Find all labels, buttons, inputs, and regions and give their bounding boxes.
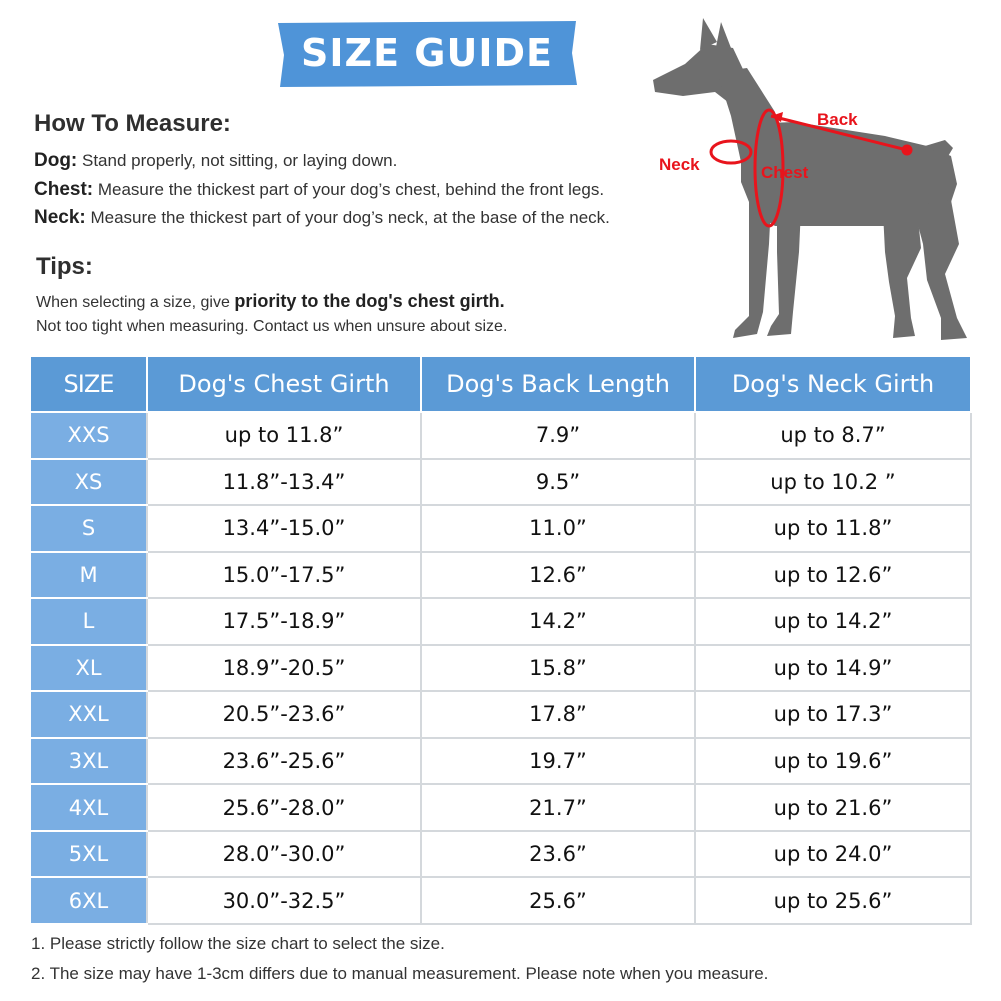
measure-neck-label: Neck: xyxy=(34,207,86,228)
measure-neck-line xyxy=(34,207,610,229)
size-cell: 4XL xyxy=(31,784,147,831)
dog-silhouette-icon xyxy=(653,18,967,340)
table-row xyxy=(31,831,971,878)
header-chest-girth: Dog's Chest Girth xyxy=(147,357,421,412)
back-length-cell: 23.6” xyxy=(421,831,695,878)
neck-girth-cell: up to 21.6” xyxy=(695,784,971,831)
size-cell: M xyxy=(31,552,147,599)
back-length-cell: 17.8” xyxy=(421,691,695,738)
tips-line-1 xyxy=(36,291,505,312)
chest-girth-cell: 13.4”-15.0” xyxy=(147,505,421,552)
table-row xyxy=(31,598,971,645)
tips-line-2: Not too tight when measuring. Contact us when unsure about size. xyxy=(36,318,508,335)
back-length-cell: 21.7” xyxy=(421,784,695,831)
measure-dog-label: Dog: xyxy=(34,150,78,171)
table-row xyxy=(31,645,971,692)
size-cell: XXL xyxy=(31,691,147,738)
note-2: 2. The size may have 1-3cm differs due to manual measurement. Please note when you measure. xyxy=(31,964,769,983)
chest-girth-cell: up to 11.8” xyxy=(147,412,421,459)
neck-girth-cell: up to 10.2 ” xyxy=(695,459,971,506)
back-length-cell: 15.8” xyxy=(421,645,695,692)
neck-girth-cell: up to 8.7” xyxy=(695,412,971,459)
neck-girth-cell: up to 24.0” xyxy=(695,831,971,878)
table-row xyxy=(31,552,971,599)
size-cell: XXS xyxy=(31,412,147,459)
back-length-cell: 14.2” xyxy=(421,598,695,645)
chest-girth-cell: 17.5”-18.9” xyxy=(147,598,421,645)
chest-girth-cell: 15.0”-17.5” xyxy=(147,552,421,599)
header-size: SIZE xyxy=(31,357,147,412)
table-row xyxy=(31,691,971,738)
header-neck-girth: Dog's Neck Girth xyxy=(695,357,971,412)
table-row xyxy=(31,412,971,459)
size-cell: L xyxy=(31,598,147,645)
size-guide-banner xyxy=(272,17,582,89)
back-length-cell: 11.0” xyxy=(421,505,695,552)
table-row xyxy=(31,459,971,506)
neck-girth-cell: up to 12.6” xyxy=(695,552,971,599)
measure-chest-line xyxy=(34,179,604,201)
back-label: Back xyxy=(817,110,858,129)
neck-girth-cell: up to 11.8” xyxy=(695,505,971,552)
tips-title: Tips: xyxy=(36,253,93,280)
chest-girth-cell: 25.6”-28.0” xyxy=(147,784,421,831)
chest-label: Chest xyxy=(761,163,809,182)
chest-girth-cell: 20.5”-23.6” xyxy=(147,691,421,738)
table-row xyxy=(31,505,971,552)
back-length-cell: 12.6” xyxy=(421,552,695,599)
back-length-cell: 9.5” xyxy=(421,459,695,506)
size-cell: S xyxy=(31,505,147,552)
measure-chest-text: Measure the thickest part of your dog’s chest, behind the front legs. xyxy=(93,180,605,199)
measure-dog-line xyxy=(34,150,397,172)
size-cell: XL xyxy=(31,645,147,692)
back-length-cell: 25.6” xyxy=(421,877,695,924)
neck-girth-cell: up to 25.6” xyxy=(695,877,971,924)
neck-girth-cell: up to 14.9” xyxy=(695,645,971,692)
neck-girth-cell: up to 14.2” xyxy=(695,598,971,645)
header-back-length: Dog's Back Length xyxy=(421,357,695,412)
measure-dog-text: Stand properly, not sitting, or laying down. xyxy=(77,151,398,170)
size-cell: 6XL xyxy=(31,877,147,924)
chest-girth-cell: 30.0”-32.5” xyxy=(147,877,421,924)
note-1: 1. Please strictly follow the size chart to select the size. xyxy=(31,934,445,953)
back-length-cell: 7.9” xyxy=(421,412,695,459)
table-row xyxy=(31,738,971,785)
tips-line-1-prefix: When selecting a size, give xyxy=(36,294,235,311)
size-chart-table xyxy=(31,357,972,925)
table-row xyxy=(31,784,971,831)
back-length-cell: 19.7” xyxy=(421,738,695,785)
table-body xyxy=(31,412,971,924)
size-cell: XS xyxy=(31,459,147,506)
table-header-row xyxy=(31,357,971,412)
neck-girth-cell: up to 19.6” xyxy=(695,738,971,785)
size-cell: 5XL xyxy=(31,831,147,878)
neck-girth-cell: up to 17.3” xyxy=(695,691,971,738)
chest-girth-cell: 23.6”-25.6” xyxy=(147,738,421,785)
tips-line-1-bold: priority to the dog's chest girth. xyxy=(234,291,505,311)
neck-label: Neck xyxy=(659,155,700,174)
size-cell: 3XL xyxy=(31,738,147,785)
chest-girth-cell: 28.0”-30.0” xyxy=(147,831,421,878)
banner-title: SIZE GUIDE xyxy=(301,31,553,75)
measure-neck-text: Measure the thickest part of your dog’s neck, at the base of the neck. xyxy=(85,208,610,227)
measure-chest-label: Chest: xyxy=(34,179,94,200)
dog-measurement-diagram xyxy=(645,12,985,347)
chest-girth-cell: 11.8”-13.4” xyxy=(147,459,421,506)
table-row xyxy=(31,877,971,924)
chest-girth-cell: 18.9”-20.5” xyxy=(147,645,421,692)
how-to-measure-title: How To Measure: xyxy=(34,110,231,137)
